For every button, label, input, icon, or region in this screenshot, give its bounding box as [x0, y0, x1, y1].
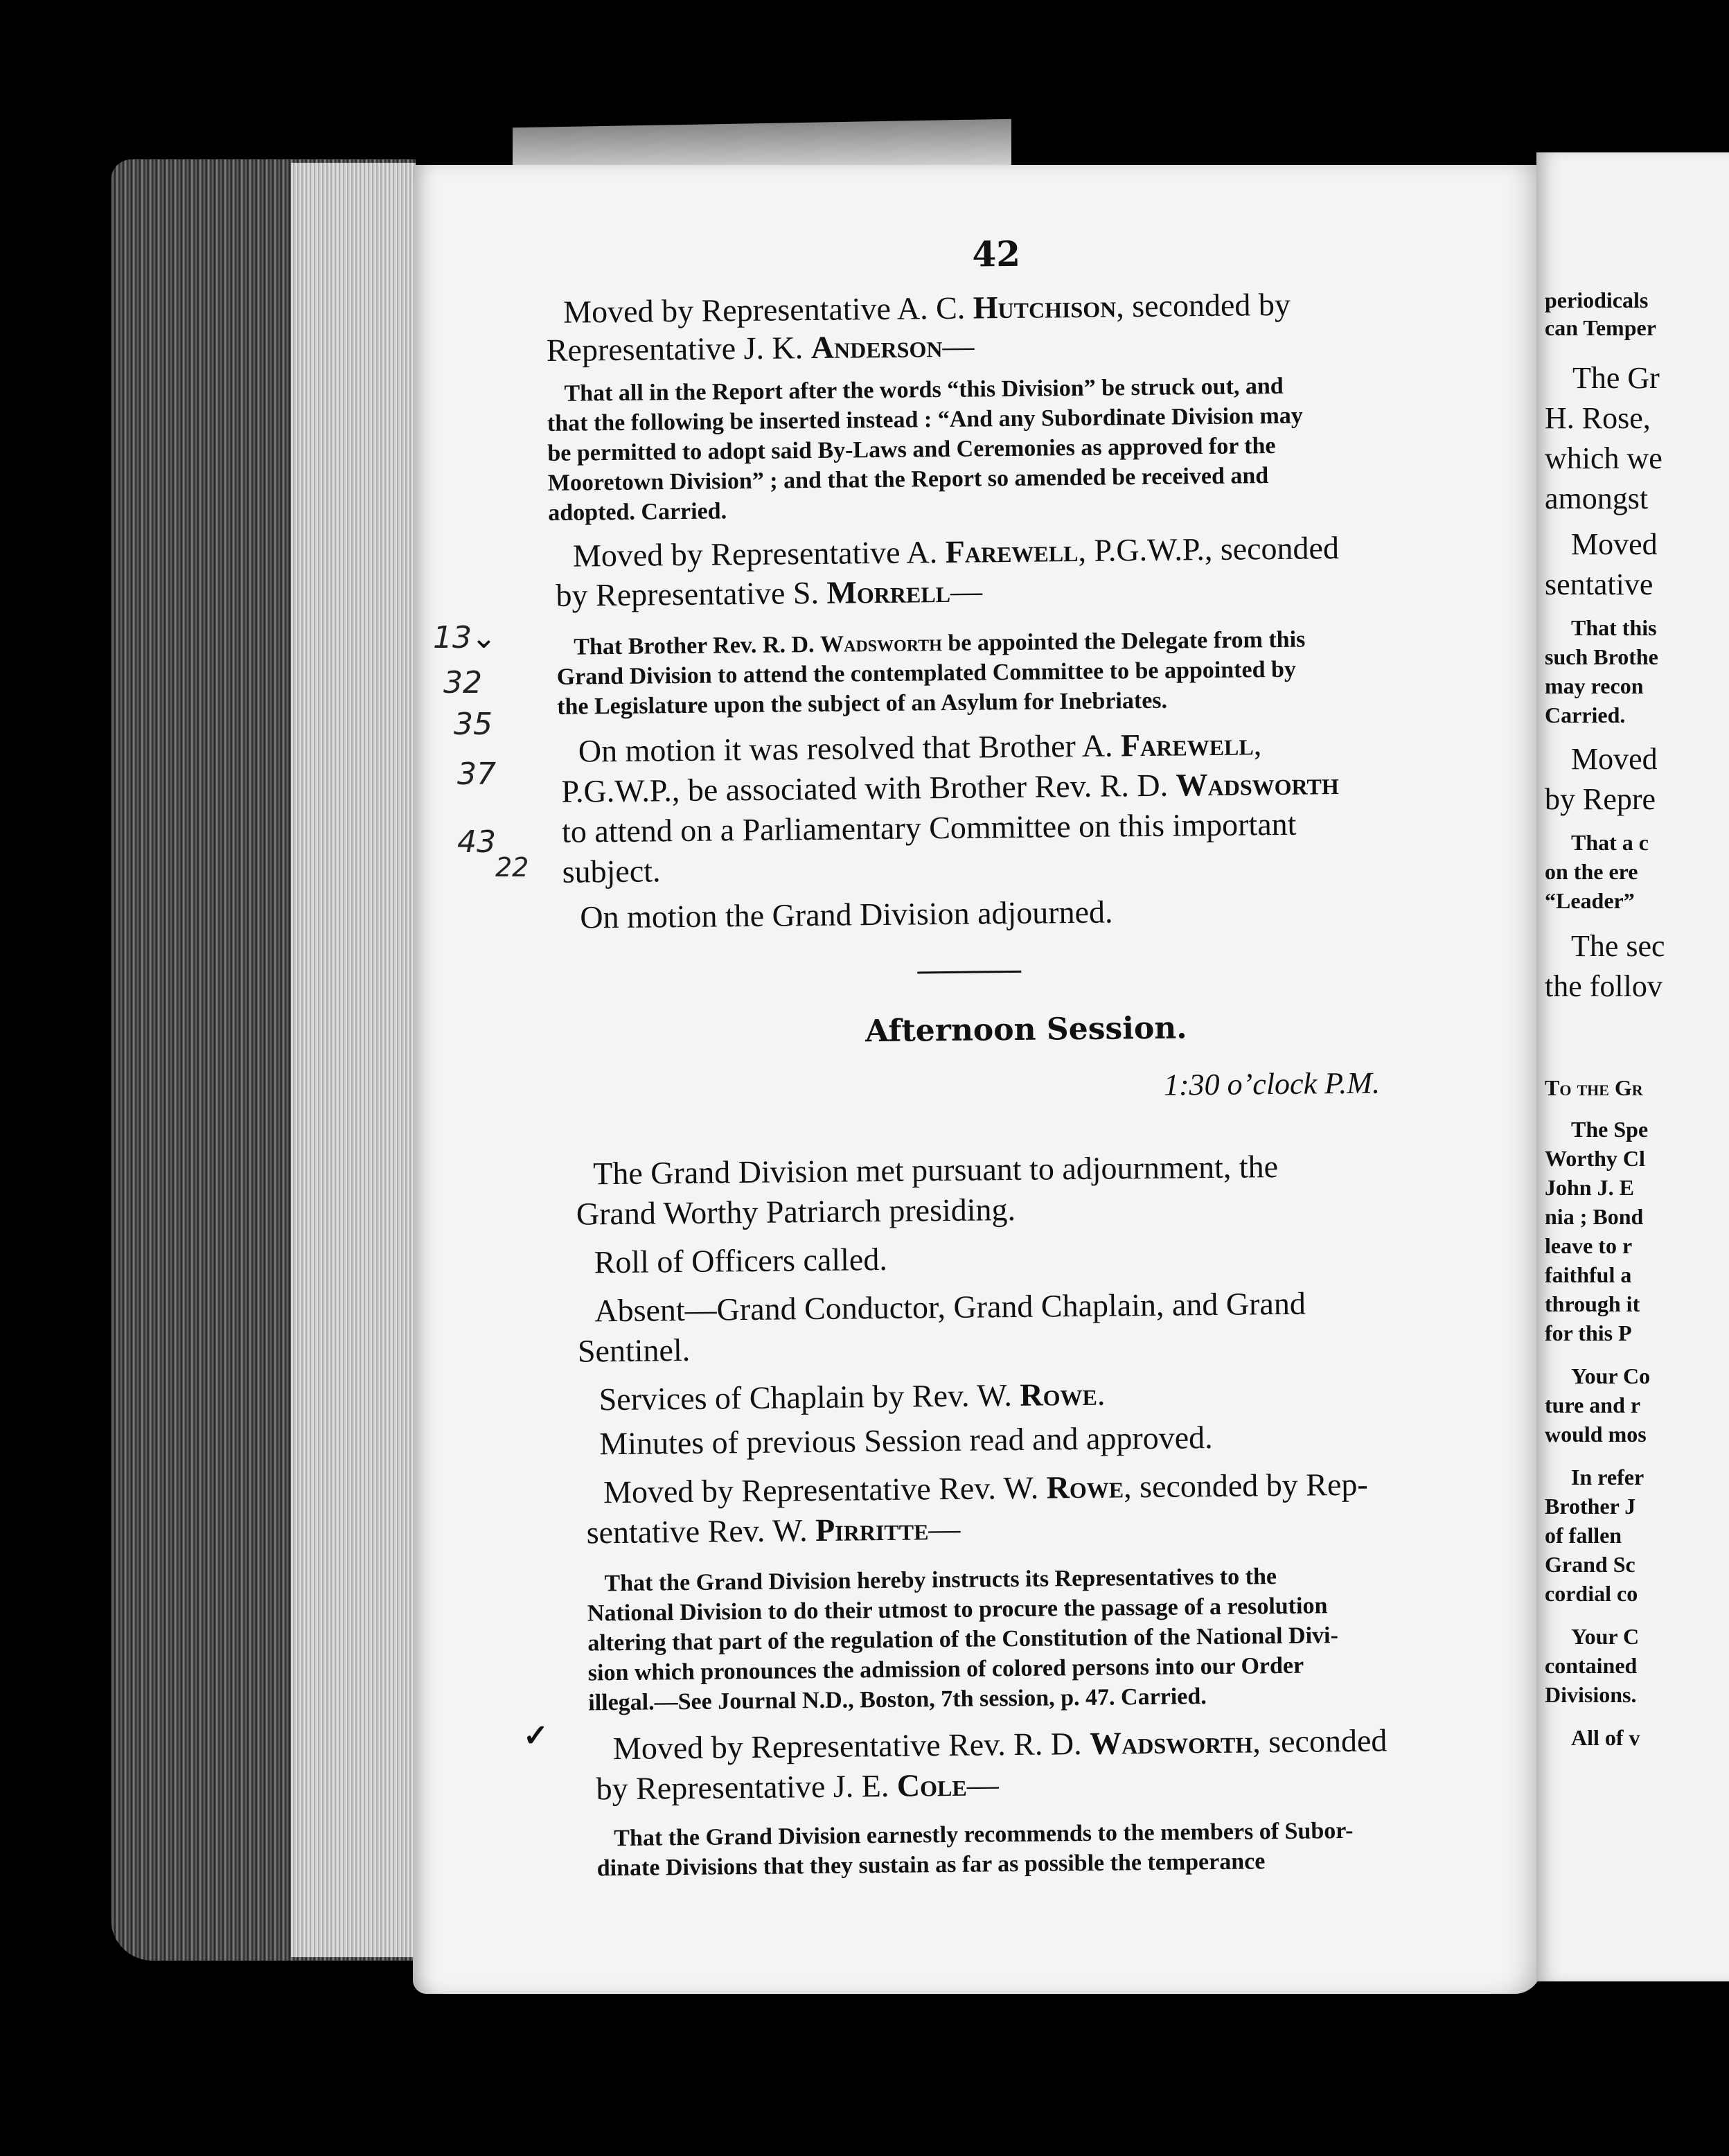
right-text: such Brothe	[1545, 644, 1658, 669]
motion-resolved: P.G.W.P., be associated with Brother Rev. R. D. Wadsworth	[561, 766, 1339, 809]
right-text: of fallen	[1545, 1523, 1622, 1548]
right-text: can Temper	[1545, 315, 1656, 340]
resolution-text: sion which pronounces the admission of colored persons into our Order	[587, 1652, 1304, 1686]
afternoon-session-heading: Afternoon Session.	[864, 1010, 1187, 1050]
right-text: Grand Sc	[1545, 1552, 1635, 1577]
absent-line: Absent—Grand Conductor, Grand Chaplain, and Grand	[594, 1285, 1306, 1329]
right-text: would mos	[1545, 1422, 1647, 1447]
right-text: which we	[1545, 441, 1662, 475]
right-text: periodicals	[1545, 288, 1649, 312]
motion-wadsworth: Moved by Representative Rev. R. D. Wadsworth, seconded	[612, 1722, 1387, 1767]
motion-hutchison-line2: Representative J. K. Anderson—	[546, 328, 975, 368]
right-text: The sec	[1571, 929, 1665, 963]
motion-rowe: Moved by Representative Rev. W. Rowe, seconded by Rep-	[603, 1466, 1368, 1510]
margin-note: 13	[433, 620, 472, 655]
right-text: through it	[1545, 1291, 1640, 1316]
right-text: That a c	[1571, 830, 1649, 855]
right-text: nia ; Bond	[1545, 1204, 1644, 1229]
name-anderson: Anderson	[810, 328, 943, 365]
section-divider	[917, 971, 1021, 974]
services-line: Services of Chaplain by Rev. W. Rowe.	[598, 1376, 1106, 1417]
resolution-text: That the Grand Division hereby instructs its Representatives to the	[604, 1564, 1277, 1597]
session-time: 1:30 o’clock P.M.	[1163, 1066, 1381, 1102]
right-text: Carried.	[1545, 703, 1626, 727]
right-text: Brother J	[1545, 1494, 1636, 1519]
resolution-text: illegal.—See Journal N.D., Boston, 7th session, p. 47. Carried.	[588, 1684, 1207, 1716]
margin-note: 35	[454, 707, 493, 742]
resolution-text: that the following be inserted instead : “And any Subordinate Division may	[547, 403, 1304, 436]
margin-note: 43	[457, 824, 496, 860]
motion-wadsworth: by Representative J. E. Cole—	[596, 1767, 999, 1807]
right-text: That this	[1571, 615, 1657, 640]
right-text: cordial co	[1545, 1581, 1638, 1606]
right-text: on the ere	[1545, 859, 1638, 884]
check-mark: ✓	[523, 1718, 549, 1753]
right-text: “Leader”	[1545, 888, 1635, 913]
right-text: for this P	[1545, 1320, 1632, 1345]
adjourned-line: On motion the Grand Division adjourned.	[580, 894, 1113, 935]
motion-farewell-line2: by Representative S. Morrell—	[556, 573, 983, 613]
margin-note: 22	[495, 852, 529, 883]
right-text: Divisions.	[1545, 1682, 1637, 1707]
resolution-text: altering that part of the regulation of the Constitution of the National Divi-	[587, 1623, 1339, 1656]
right-text: John J. E	[1545, 1175, 1634, 1200]
margin-note: 37	[457, 757, 496, 792]
left-page	[413, 165, 1542, 1994]
right-text: amongst	[1545, 481, 1649, 515]
resolution-text: adopted. Carried.	[548, 498, 727, 526]
motion-resolved: to attend on a Parliamentary Committee on this important	[561, 806, 1297, 849]
motion-resolved: subject.	[562, 853, 661, 890]
check-mark: ⌄	[471, 620, 497, 655]
motion-hutchison-line1: Moved by Representative A. C. Hutchison, seconded by	[562, 286, 1291, 330]
resolution-text: the Legislature upon the subject of an Asylum for Inebriates.	[557, 687, 1168, 720]
right-text: H. Rose,	[1545, 401, 1651, 435]
right-page	[1536, 152, 1729, 1981]
resolution-text: National Division to do their utmost to procure the passage of a resolution	[587, 1593, 1328, 1627]
right-text: may recon	[1545, 673, 1644, 698]
resolution-text: Grand Division to attend the contemplated Committee to be appointed by	[556, 656, 1297, 690]
right-text: by Repre	[1545, 782, 1656, 816]
roll-line: Roll of Officers called.	[594, 1241, 888, 1280]
absent-line: Sentinel.	[577, 1332, 691, 1369]
resolution-text: That all in the Report after the words “this Division” be struck out, and	[564, 373, 1284, 407]
minutes-line: Minutes of previous Session read and approved.	[599, 1420, 1213, 1462]
right-text: To the Gr	[1545, 1075, 1643, 1100]
right-text: Your C	[1571, 1624, 1640, 1649]
motion-farewell-line1: Moved by Representative A. Farewell, P.G.W.P., seconded	[572, 530, 1340, 574]
resolution-text: dinate Divisions that they sustain as far as possible the temperance	[596, 1848, 1266, 1882]
margin-note: 32	[443, 665, 482, 700]
right-text: Your Co	[1571, 1363, 1651, 1388]
motion-resolved: On motion it was resolved that Brother A. Farewell,	[578, 726, 1262, 769]
book-page-edges-inner	[291, 163, 416, 1957]
name-morrell: Morrell	[826, 573, 951, 610]
name-farewell: Farewell	[945, 532, 1079, 569]
page-number: 42	[972, 233, 1021, 275]
right-text: contained	[1545, 1653, 1638, 1678]
right-text: The Gr	[1572, 361, 1660, 395]
right-text: Moved	[1571, 742, 1658, 776]
right-text: Moved	[1571, 527, 1658, 561]
right-text: leave to r	[1545, 1233, 1633, 1258]
met-pursuant-line: The Grand Division met pursuant to adjournment, the	[592, 1149, 1279, 1192]
resolution-text: be permitted to adopt said By-Laws and Ceremonies as approved for the	[547, 432, 1276, 466]
motion-rowe: sentative Rev. W. Pirritte—	[586, 1510, 961, 1550]
right-text: ture and r	[1545, 1393, 1641, 1417]
name-hutchison: Hutchison	[973, 288, 1117, 326]
right-text: The Spe	[1571, 1117, 1649, 1142]
resolution-text: Mooretown Division” ; and that the Report so amended be received and	[547, 463, 1269, 496]
resolution-text: That the Grand Division earnestly recommends to the members of Subor-	[614, 1817, 1354, 1852]
right-text: Worthy Cl	[1545, 1146, 1645, 1171]
resolution-text: That Brother Rev. R. D. Wadsworth be appointed the Delegate from this	[574, 626, 1306, 660]
met-pursuant-line: Grand Worthy Patriarch presiding.	[576, 1191, 1016, 1232]
right-text: sentative	[1545, 567, 1653, 601]
right-text: All of v	[1571, 1725, 1640, 1750]
right-text: faithful a	[1545, 1262, 1632, 1287]
right-text: the follov	[1545, 969, 1662, 1003]
right-text: In refer	[1571, 1465, 1644, 1490]
